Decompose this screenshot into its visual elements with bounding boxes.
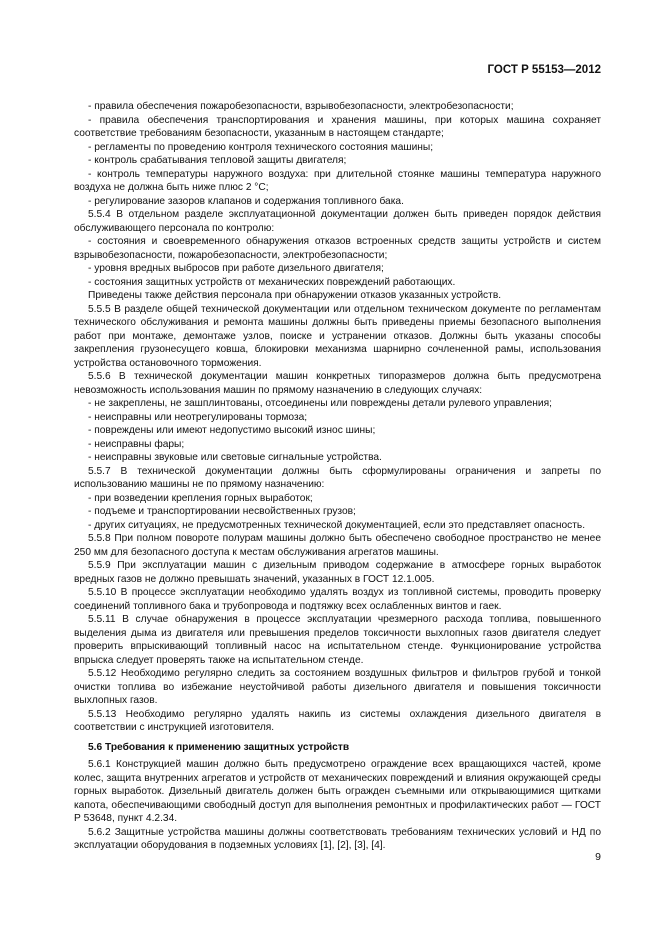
paragraph: 5.5.11 В случае обнаружения в процессе эксплуатации чрезмерного расхода топлива, повышенного выделения дыма из двигателя или превышения пределов токсичности выхлопных газов двигателя следует проверить впрыскивающий топливный насос на испытательном стенде. Функционирование устройства впрыска следует проверять также на испытательном стенде. <box>74 614 601 666</box>
paragraph: - при возведении крепления горных выработок; <box>88 492 313 504</box>
paragraph: - контроль температуры наружного воздуха: при длительной стоянке машины температура наружного воздуха не должна быть ниже плюс 2 °С; <box>74 168 601 193</box>
paragraph: - правила обеспечения пожаробезопасности, взрывобезопасности, электробезопасности; <box>88 101 514 112</box>
paragraph: 5.5.13 Необходимо регулярно удалять накипь из системы охлаждения дизельного двигателя в соответствии с инструкцией изготовителя. <box>74 708 601 733</box>
paragraph: - других ситуациях, не предусмотренных технической документацией, если это представляет опасность. <box>88 519 586 531</box>
document-header: ГОСТ Р 55153—2012 <box>487 64 601 76</box>
paragraph: - не закреплены, не зашплинтованы, отсоединены или повреждены детали рулевого управления; <box>88 398 552 409</box>
paragraph: - повреждены или имеют недопустимо высокий износ шины; <box>88 425 376 436</box>
paragraph: 5.6.1 Конструкцией машин должно быть предусмотрено ограждение всех вращающихся частей, кроме колес, защита внутренних агрегатов и устройств от механических повреждений и влияния окружающей среды горных выработок. Дизельный двигатель должен быть огражден съемными или открывающимися щитками капота, обеспечивающими свободный доступ для выполнения ремонтных и профилактических работ — ГОСТ Р 53648, пункт 4.2.34. <box>74 759 601 824</box>
paragraph: - контроль срабатывания тепловой защиты двигателя; <box>88 155 347 166</box>
paragraph: 5.5.10 В процессе эксплуатации необходимо удалять воздух из топливной системы, проводить проверку соединений топливного бака и трубопровода и подтяжку всех ослабленных винтов и гаек. <box>74 587 601 612</box>
paragraph: 5.5.8 При полном повороте полурам машины должно быть обеспечено свободное пространство не менее 250 мм для безопасного доступа к местам обслуживания агрегатов машины. <box>74 533 601 558</box>
paragraph: - регулирование зазоров клапанов и содержания топливного бака. <box>88 195 404 207</box>
paragraph: - состояния и своевременного обнаружения отказов встроенных средств защиты устройств и систем взрывобезопасности, пожаробезопасности, электробезопасности; <box>74 236 601 261</box>
paragraph: - неисправны фары; <box>88 438 185 450</box>
paragraph: - регламенты по проведению контроля технического состояния машины; <box>88 141 434 153</box>
paragraph: 5.5.9 При эксплуатации машин с дизельным приводом содержание в атмосфере горных выработок вредных газов не должно превышать значений, указанных в ГОСТ 12.1.005. <box>74 560 601 585</box>
paragraph: 5.5.5 В разделе общей технической документации или отдельном техническом документе по регламентам технического обслуживания и ремонта машины должны быть приведены приемы безопасного выполнения работ при монтаже, демонтаже узлов, поиске и устранении отказов. Должны быть указаны способы закрепления грузонесущего ковша, блокировки механизма шарнирно сочлененной рамы, использования устройства остановочного торможения. <box>74 303 601 369</box>
paragraph: 5.5.6 В технической документации машин конкретных типоразмеров должна быть предусмотрена невозможность использования машин по прямому назначению в следующих случаях: <box>74 371 601 396</box>
paragraph: - правила обеспечения транспортирования и хранения машины, при которых машина сохраняет соответствие требованиям безопасности, указанным в настоящем стандарте; <box>74 114 601 139</box>
page-number: 9 <box>595 851 601 863</box>
paragraph: 5.5.4 В отдельном разделе эксплуатационной документации должен быть приведен порядок действия обслуживающего персонала по контролю: <box>74 209 601 234</box>
paragraph: 5.5.12 Необходимо регулярно следить за состоянием воздушных фильтров и фильтров грубой и тонкой очистки топлива во избежание неустойчивой работы дизельного двигателя и повышения токсичности выхлопных газов. <box>74 668 601 706</box>
paragraph: - уровня вредных выбросов при работе дизельного двигателя; <box>88 263 384 274</box>
document-body <box>74 100 601 853</box>
paragraph: - неисправны или неотрегулированы тормоза; <box>88 411 308 423</box>
paragraph: 5.6.2 Защитные устройства машины должны соответствовать требованиям технических условий и НД по эксплуатации оборудования в подземных условиях [1], [2], [3], [4]. <box>74 826 601 851</box>
paragraph: - состояния защитных устройств от механических повреждений работающих. <box>88 276 456 288</box>
paragraph: - подъеме и транспортировании несвойственных грузов; <box>88 506 356 517</box>
paragraph: - неисправны звуковые или световые сигнальные устройства. <box>88 452 382 463</box>
paragraph: Приведены также действия персонала при обнаружении отказов указанных устройств. <box>88 290 502 301</box>
paragraph: 5.5.7 В технической документации должны быть сформулированы ограничения и запреты по использованию машины не по прямому назначению: <box>74 465 601 490</box>
section-heading: 5.6 Требования к применению защитных устройств <box>88 741 350 753</box>
